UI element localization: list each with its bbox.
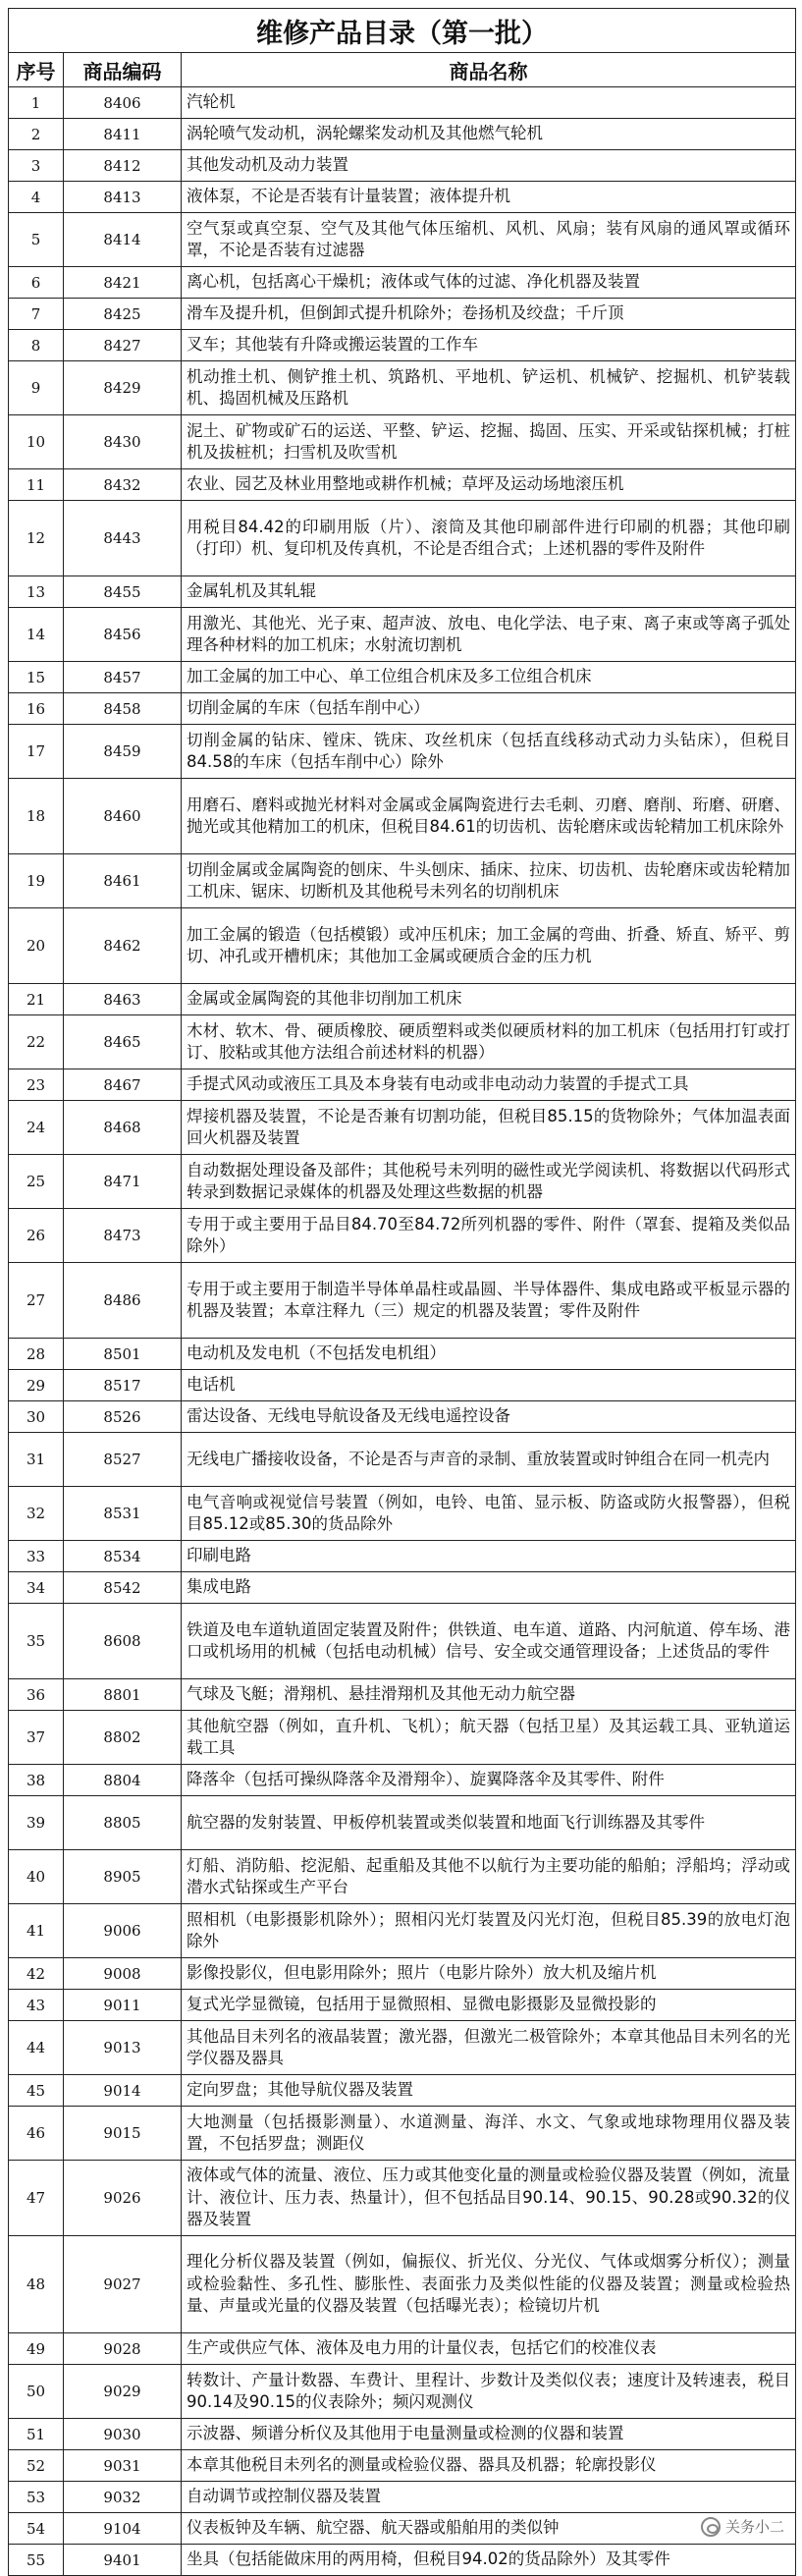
row-seq: 11 bbox=[9, 469, 64, 501]
row-seq: 55 bbox=[9, 2545, 64, 2576]
row-seq: 29 bbox=[9, 1370, 64, 1401]
table-row bbox=[9, 1155, 796, 1209]
row-code: 9027 bbox=[64, 2236, 182, 2333]
row-code: 9008 bbox=[64, 1958, 182, 1990]
table-row bbox=[9, 1401, 796, 1433]
table-row bbox=[9, 415, 796, 469]
table-row bbox=[9, 182, 796, 213]
row-code: 8473 bbox=[64, 1209, 182, 1263]
row-name: 电话机 bbox=[182, 1370, 796, 1401]
table-row bbox=[9, 908, 796, 984]
row-seq: 50 bbox=[9, 2365, 64, 2419]
row-seq: 47 bbox=[9, 2161, 64, 2236]
row-seq: 53 bbox=[9, 2482, 64, 2513]
row-seq: 25 bbox=[9, 1155, 64, 1209]
row-code: 8526 bbox=[64, 1401, 182, 1433]
row-name: 泥土、矿物或矿石的运送、平整、铲运、挖掘、捣固、压实、开采或钻探机械；打桩机及拔桩机；扫雪机及吹雪机 bbox=[182, 415, 796, 469]
row-name: 定向罗盘；其他导航仪器及装置 bbox=[182, 2075, 796, 2107]
row-name: 气球及飞艇；滑翔机、悬挂滑翔机及其他无动力航空器 bbox=[182, 1679, 796, 1711]
row-code: 8427 bbox=[64, 330, 182, 361]
row-seq: 14 bbox=[9, 608, 64, 662]
row-code: 8429 bbox=[64, 361, 182, 415]
row-seq: 26 bbox=[9, 1209, 64, 1263]
row-code: 8801 bbox=[64, 1679, 182, 1711]
row-name: 用激光、其他光、光子束、超声波、放电、电化学法、电子束、离子束或等离子弧处理各种材料的加工机床；水射流切割机 bbox=[182, 608, 796, 662]
row-seq: 22 bbox=[9, 1015, 64, 1069]
table-row bbox=[9, 1101, 796, 1155]
table-row bbox=[9, 1263, 796, 1339]
row-code: 8421 bbox=[64, 267, 182, 299]
table-row bbox=[9, 267, 796, 299]
row-code: 8802 bbox=[64, 1711, 182, 1765]
header-code: 商品编码 bbox=[64, 53, 182, 87]
row-name: 叉车；其他装有升降或搬运装置的工作车 bbox=[182, 330, 796, 361]
catalog-table bbox=[8, 8, 796, 2576]
row-seq: 24 bbox=[9, 1101, 64, 1155]
row-code: 9401 bbox=[64, 2545, 182, 2576]
row-seq: 34 bbox=[9, 1572, 64, 1604]
row-name: 加工金属的加工中心、单工位组合机床及多工位组合机床 bbox=[182, 662, 796, 693]
table-row bbox=[9, 1850, 796, 1904]
row-name: 用税目84.42的印刷用版（片）、滚筒及其他印刷部件进行印刷的机器；其他印刷（打印）机、复印机及传真机，不论是否组合式；上述机器的零件及附件 bbox=[182, 501, 796, 576]
table-row bbox=[9, 608, 796, 662]
row-name: 手提式风动或液压工具及本身装有电动或非电动动力装置的手提式工具 bbox=[182, 1069, 796, 1101]
row-code: 8432 bbox=[64, 469, 182, 501]
row-code: 8486 bbox=[64, 1263, 182, 1339]
table-row bbox=[9, 1339, 796, 1370]
row-code: 8425 bbox=[64, 299, 182, 330]
row-seq: 18 bbox=[9, 779, 64, 854]
row-seq: 19 bbox=[9, 854, 64, 908]
row-code: 8461 bbox=[64, 854, 182, 908]
row-name: 涡轮喷气发动机，涡轮螺桨发动机及其他燃气轮机 bbox=[182, 119, 796, 150]
header-name: 商品名称 bbox=[182, 53, 796, 87]
table-row bbox=[9, 725, 796, 779]
row-name: 复式光学显微镜，包括用于显微照相、显微电影摄影及显微投影的 bbox=[182, 1990, 796, 2021]
row-seq: 46 bbox=[9, 2107, 64, 2161]
row-name: 金属或金属陶瓷的其他非切削加工机床 bbox=[182, 984, 796, 1015]
row-name: 加工金属的锻造（包括模锻）或冲压机床；加工金属的弯曲、折叠、矫直、矫平、剪切、冲孔或开槽机床；其他加工金属或硬质合金的压力机 bbox=[182, 908, 796, 984]
row-code: 8608 bbox=[64, 1604, 182, 1679]
row-code: 8471 bbox=[64, 1155, 182, 1209]
row-name: 液体或气体的流量、液位、压力或其他变化量的测量或检验仪器及装置（例如，流量计、液位计、压力表、热量计），但不包括品目90.14、90.15、90.28或90.32的仪器及装置 bbox=[182, 2161, 796, 2236]
table-row bbox=[9, 779, 796, 854]
row-name: 影像投影仪，但电影用除外；照片（电影片除外）放大机及缩片机 bbox=[182, 1958, 796, 1990]
row-code: 8527 bbox=[64, 1433, 182, 1487]
row-code: 8413 bbox=[64, 182, 182, 213]
row-code: 8467 bbox=[64, 1069, 182, 1101]
row-seq: 8 bbox=[9, 330, 64, 361]
header-row bbox=[9, 53, 796, 87]
row-seq: 20 bbox=[9, 908, 64, 984]
row-code: 8460 bbox=[64, 779, 182, 854]
row-seq: 39 bbox=[9, 1796, 64, 1850]
row-code: 8468 bbox=[64, 1101, 182, 1155]
row-code: 9030 bbox=[64, 2419, 182, 2450]
watermark-text: 关务小二 bbox=[724, 2518, 784, 2536]
row-name: 农业、园艺及林业用整地或耕作机械；草坪及运动场地滚压机 bbox=[182, 469, 796, 501]
table-row bbox=[9, 361, 796, 415]
table-row bbox=[9, 299, 796, 330]
table-row bbox=[9, 2513, 796, 2545]
catalog-sheet bbox=[8, 8, 795, 2576]
table-row bbox=[9, 1958, 796, 1990]
row-code: 8804 bbox=[64, 1765, 182, 1796]
row-code: 9028 bbox=[64, 2333, 182, 2365]
row-seq: 41 bbox=[9, 1904, 64, 1958]
row-seq: 4 bbox=[9, 182, 64, 213]
table-row bbox=[9, 2419, 796, 2450]
table-row bbox=[9, 1711, 796, 1765]
row-name: 降落伞（包括可操纵降落伞及滑翔伞）、旋翼降落伞及其零件、附件 bbox=[182, 1765, 796, 1796]
row-code: 8531 bbox=[64, 1487, 182, 1541]
row-code: 9013 bbox=[64, 2021, 182, 2075]
table-row bbox=[9, 2021, 796, 2075]
table-row bbox=[9, 1796, 796, 1850]
table-row bbox=[9, 854, 796, 908]
row-seq: 23 bbox=[9, 1069, 64, 1101]
row-code: 8905 bbox=[64, 1850, 182, 1904]
table-row bbox=[9, 662, 796, 693]
table-row bbox=[9, 87, 796, 119]
table-row bbox=[9, 1487, 796, 1541]
row-name: 理化分析仪器及装置（例如，偏振仪、折光仪、分光仪、气体或烟雾分析仪）；测量或检验黏性、多孔性、膨胀性、表面张力及类似性能的仪器及装置；测量或检验热量、声量或光量的仪器及装置（包括曝光表）；检镜切片机 bbox=[182, 2236, 796, 2333]
row-seq: 28 bbox=[9, 1339, 64, 1370]
table-row bbox=[9, 330, 796, 361]
row-code: 8411 bbox=[64, 119, 182, 150]
row-name: 用磨石、磨料或抛光材料对金属或金属陶瓷进行去毛刺、刃磨、磨削、珩磨、研磨、抛光或其他精加工的机床，但税目84.61的切齿机、齿轮磨床或齿轮精加工机床除外 bbox=[182, 779, 796, 854]
row-seq: 12 bbox=[9, 501, 64, 576]
table-row bbox=[9, 1679, 796, 1711]
table-row bbox=[9, 1765, 796, 1796]
row-seq: 45 bbox=[9, 2075, 64, 2107]
row-name: 电气音响或视觉信号装置（例如，电铃、电笛、显示板、防盗或防火报警器），但税目85.12或85.30的货品除外 bbox=[182, 1487, 796, 1541]
row-seq: 5 bbox=[9, 213, 64, 267]
row-seq: 52 bbox=[9, 2450, 64, 2482]
row-name: 雷达设备、无线电导航设备及无线电遥控设备 bbox=[182, 1401, 796, 1433]
row-code: 8430 bbox=[64, 415, 182, 469]
row-seq: 43 bbox=[9, 1990, 64, 2021]
table-row bbox=[9, 1604, 796, 1679]
row-name: 专用于或主要用于制造半导体单晶柱或晶圆、半导体器件、集成电路或平板显示器的机器及装置；本章注释九（三）规定的机器及装置；零件及附件 bbox=[182, 1263, 796, 1339]
row-code: 8501 bbox=[64, 1339, 182, 1370]
row-code: 8534 bbox=[64, 1541, 182, 1572]
row-seq: 7 bbox=[9, 299, 64, 330]
row-name: 电动机及发电机（不包括发电机组） bbox=[182, 1339, 796, 1370]
row-seq: 42 bbox=[9, 1958, 64, 1990]
row-name: 机动推土机、侧铲推土机、筑路机、平地机、铲运机、机械铲、挖掘机、机铲装载机、捣固机械及压路机 bbox=[182, 361, 796, 415]
table-row bbox=[9, 1433, 796, 1487]
row-code: 8542 bbox=[64, 1572, 182, 1604]
row-code: 9011 bbox=[64, 1990, 182, 2021]
row-code: 9014 bbox=[64, 2075, 182, 2107]
row-name: 航空器的发射装置、甲板停机装置或类似装置和地面飞行训练器及其零件 bbox=[182, 1796, 796, 1850]
row-seq: 1 bbox=[9, 87, 64, 119]
table-row bbox=[9, 1990, 796, 2021]
row-seq: 32 bbox=[9, 1487, 64, 1541]
row-name: 木材、软木、骨、硬质橡胶、硬质塑料或类似硬质材料的加工机床（包括用打钉或打订、胶粘或其他方法组合前述材料的机器） bbox=[182, 1015, 796, 1069]
row-name: 仪表板钟及车辆、航空器、航天器或船舶用的类似钟 bbox=[182, 2513, 796, 2545]
row-name: 其他发动机及动力装置 bbox=[182, 150, 796, 182]
row-seq: 51 bbox=[9, 2419, 64, 2450]
row-name: 转数计、产量计数器、车费计、里程计、步数计及类似仪表；速度计及转速表，税目90.14及90.15的仪表除外；频闪观测仪 bbox=[182, 2365, 796, 2419]
row-seq: 44 bbox=[9, 2021, 64, 2075]
row-name: 液体泵，不论是否装有计量装置；液体提升机 bbox=[182, 182, 796, 213]
row-name: 无线电广播接收设备，不论是否与声音的录制、重放装置或时钟组合在同一机壳内 bbox=[182, 1433, 796, 1487]
row-seq: 9 bbox=[9, 361, 64, 415]
row-code: 8412 bbox=[64, 150, 182, 182]
row-name: 切削金属的车床（包括车削中心） bbox=[182, 693, 796, 725]
row-seq: 13 bbox=[9, 576, 64, 608]
table-row bbox=[9, 501, 796, 576]
row-seq: 35 bbox=[9, 1604, 64, 1679]
row-code: 8463 bbox=[64, 984, 182, 1015]
row-name: 大地测量（包括摄影测量）、水道测量、海洋、水文、气象或地球物理用仪器及装置，不包括罗盘；测距仪 bbox=[182, 2107, 796, 2161]
row-code: 8458 bbox=[64, 693, 182, 725]
table-row bbox=[9, 2450, 796, 2482]
row-name: 其他品目未列名的液晶装置；激光器，但激光二极管除外；本章其他品目未列名的光学仪器及器具 bbox=[182, 2021, 796, 2075]
row-seq: 3 bbox=[9, 150, 64, 182]
table-row bbox=[9, 213, 796, 267]
table-row bbox=[9, 1209, 796, 1263]
row-code: 8455 bbox=[64, 576, 182, 608]
row-name: 焊接机器及装置，不论是否兼有切割功能，但税目85.15的货物除外；气体加温表面回火机器及装置 bbox=[182, 1101, 796, 1155]
row-seq: 37 bbox=[9, 1711, 64, 1765]
row-seq: 33 bbox=[9, 1541, 64, 1572]
row-code: 8406 bbox=[64, 87, 182, 119]
row-seq: 49 bbox=[9, 2333, 64, 2365]
table-row bbox=[9, 1370, 796, 1401]
row-seq: 27 bbox=[9, 1263, 64, 1339]
row-name: 其他航空器（例如，直升机、飞机）；航天器（包括卫星）及其运载工具、亚轨道运载工具 bbox=[182, 1711, 796, 1765]
table-row bbox=[9, 1572, 796, 1604]
row-seq: 36 bbox=[9, 1679, 64, 1711]
table-row bbox=[9, 2107, 796, 2161]
row-code: 9006 bbox=[64, 1904, 182, 1958]
row-name: 离心机，包括离心干燥机；液体或气体的过滤、净化机器及装置 bbox=[182, 267, 796, 299]
row-code: 9026 bbox=[64, 2161, 182, 2236]
row-code: 8459 bbox=[64, 725, 182, 779]
row-code: 9104 bbox=[64, 2513, 182, 2545]
table-row bbox=[9, 469, 796, 501]
table-row bbox=[9, 984, 796, 1015]
row-code: 9015 bbox=[64, 2107, 182, 2161]
row-name: 本章其他税目未列名的测量或检验仪器、器具及机器；轮廓投影仪 bbox=[182, 2450, 796, 2482]
table-row bbox=[9, 1541, 796, 1572]
table-title: 维修产品目录（第一批） bbox=[9, 9, 796, 53]
row-seq: 21 bbox=[9, 984, 64, 1015]
row-code: 8465 bbox=[64, 1015, 182, 1069]
row-name: 滑车及提升机，但倒卸式提升机除外；卷扬机及绞盘；千斤顶 bbox=[182, 299, 796, 330]
row-seq: 38 bbox=[9, 1765, 64, 1796]
row-seq: 48 bbox=[9, 2236, 64, 2333]
table-row bbox=[9, 2482, 796, 2513]
table-row bbox=[9, 119, 796, 150]
row-seq: 31 bbox=[9, 1433, 64, 1487]
row-name: 灯船、消防船、挖泥船、起重船及其他不以航行为主要功能的船舶；浮船坞；浮动或潜水式钻探或生产平台 bbox=[182, 1850, 796, 1904]
row-name: 自动数据处理设备及部件；其他税号未列明的磁性或光学阅读机、将数据以代码形式转录到数据记录媒体的机器及处理这些数据的机器 bbox=[182, 1155, 796, 1209]
watermark bbox=[701, 2516, 784, 2537]
header-seq: 序号 bbox=[9, 53, 64, 87]
table-row bbox=[9, 2236, 796, 2333]
row-seq: 30 bbox=[9, 1401, 64, 1433]
row-name: 金属轧机及其轧辊 bbox=[182, 576, 796, 608]
row-seq: 17 bbox=[9, 725, 64, 779]
row-seq: 54 bbox=[9, 2513, 64, 2545]
row-seq: 10 bbox=[9, 415, 64, 469]
row-name: 切削金属的钻床、镗床、铣床、攻丝机床（包括直线移动式动力头钻床），但税目84.58的车床（包括车削中心）除外 bbox=[182, 725, 796, 779]
row-name: 集成电路 bbox=[182, 1572, 796, 1604]
table-row bbox=[9, 2075, 796, 2107]
row-seq: 2 bbox=[9, 119, 64, 150]
row-name: 铁道及电车道轨道固定装置及附件；供铁道、电车道、道路、内河航道、停车场、港口或机场用的机械（包括电动机械）信号、安全或交通管理设备；上述货品的零件 bbox=[182, 1604, 796, 1679]
row-name: 示波器、频谱分析仪及其他用于电量测量或检测的仪器和装置 bbox=[182, 2419, 796, 2450]
table-row bbox=[9, 2333, 796, 2365]
row-seq: 16 bbox=[9, 693, 64, 725]
row-name: 印刷电路 bbox=[182, 1541, 796, 1572]
table-row bbox=[9, 2161, 796, 2236]
row-name: 照相机（电影摄影机除外）；照相闪光灯装置及闪光灯泡，但税目85.39的放电灯泡除外 bbox=[182, 1904, 796, 1958]
wechat-icon bbox=[701, 2517, 721, 2537]
row-name: 自动调节或控制仪器及装置 bbox=[182, 2482, 796, 2513]
row-seq: 15 bbox=[9, 662, 64, 693]
table-row bbox=[9, 2365, 796, 2419]
row-code: 8457 bbox=[64, 662, 182, 693]
row-code: 9029 bbox=[64, 2365, 182, 2419]
row-seq: 6 bbox=[9, 267, 64, 299]
row-name: 切削金属或金属陶瓷的刨床、牛头刨床、插床、拉床、切齿机、齿轮磨床或齿轮精加工机床、锯床、切断机及其他税号未列名的切削机床 bbox=[182, 854, 796, 908]
table-row bbox=[9, 150, 796, 182]
row-name: 坐具（包括能做床用的两用椅，但税目94.02的货品除外）及其零件 bbox=[182, 2545, 796, 2576]
row-code: 8805 bbox=[64, 1796, 182, 1850]
row-code: 8443 bbox=[64, 501, 182, 576]
row-code: 8517 bbox=[64, 1370, 182, 1401]
table-row bbox=[9, 1069, 796, 1101]
row-name: 汽轮机 bbox=[182, 87, 796, 119]
row-code: 9032 bbox=[64, 2482, 182, 2513]
table-row bbox=[9, 576, 796, 608]
table-row bbox=[9, 2545, 796, 2576]
row-code: 8414 bbox=[64, 213, 182, 267]
row-name: 生产或供应气体、液体及电力用的计量仪表，包括它们的校准仪表 bbox=[182, 2333, 796, 2365]
table-row bbox=[9, 1015, 796, 1069]
row-code: 8462 bbox=[64, 908, 182, 984]
row-name: 专用于或主要用于品目84.70至84.72所列机器的零件、附件（罩套、提箱及类似品除外） bbox=[182, 1209, 796, 1263]
row-code: 8456 bbox=[64, 608, 182, 662]
row-seq: 40 bbox=[9, 1850, 64, 1904]
table-row bbox=[9, 1904, 796, 1958]
row-code: 9031 bbox=[64, 2450, 182, 2482]
table-row bbox=[9, 693, 796, 725]
row-name: 空气泵或真空泵、空气及其他气体压缩机、风机、风扇；装有风扇的通风罩或循环罩，不论是否装有过滤器 bbox=[182, 213, 796, 267]
